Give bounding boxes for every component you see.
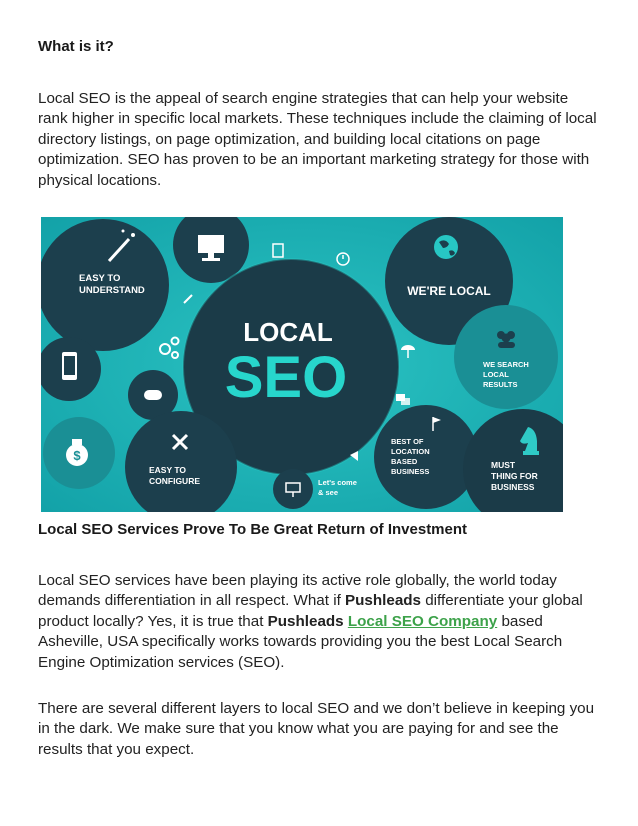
services-text-part1: Local SEO services have been playing its active role globally, the world today demands differentiation in all respect. What if: [38, 572, 557, 610]
globe-icon: [434, 235, 458, 259]
easy-understand-line2: UNDERSTAND: [79, 285, 145, 296]
must-thing-line2: THING FOR: [491, 471, 538, 481]
lets-come-line2: & see: [318, 488, 339, 497]
banner-title-seo: SEO: [224, 345, 348, 410]
best-location-line4: BUSINESS: [391, 467, 430, 476]
best-location-bubble: [374, 405, 478, 509]
easy-configure-line2: CONFIGURE: [149, 476, 200, 486]
pushleads-brand-2: Pushleads: [267, 612, 344, 630]
were-local-text: WE'RE LOCAL: [407, 284, 491, 298]
layers-paragraph: There are several different layers to local SEO and we don’t believe in keeping you in the dark. We make sure that you know what you are paying for and see the results that you expect.: [38, 700, 595, 758]
smartphone-icon: [62, 352, 77, 380]
services-paragraph: [38, 571, 598, 673]
services-text-part3: based Asheville, USA specifically works towards providing you the best Local Search Engine Optimization services (SEO).: [38, 612, 563, 671]
easy-understand-line1: EASY TO: [79, 273, 121, 284]
best-location-line2: LOCATION: [391, 447, 430, 456]
intro-paragraph: Local SEO is the appeal of search engine strategies that can help your website rank higher in specific local markets. These techniques include the claiming of local directory listings, on page optimization, and building local citations on page optimization. SEO has proven to be an important marketing strategy for those with physical locations.: [38, 90, 597, 189]
services-text-part2: differentiate your global product locally? Yes, it is true that: [38, 592, 583, 630]
section-heading-what-is-it: What is it?: [38, 38, 114, 55]
best-location-line3: BASED: [391, 457, 418, 466]
banner-title-local: LOCAL: [243, 317, 333, 347]
easy-configure-line1: EASY TO: [149, 465, 187, 475]
lets-come-line1: Let's come: [318, 478, 357, 487]
local-seo-company-link[interactable]: Local SEO Company: [347, 612, 498, 630]
we-search-line3: RESULTS: [483, 380, 518, 389]
presentation-bubble: [273, 469, 313, 509]
we-search-line1: WE SEARCH: [483, 360, 529, 369]
gamepad-icon: [144, 390, 162, 400]
must-thing-line3: BUSINESS: [491, 482, 535, 492]
we-search-bubble: [454, 305, 558, 409]
must-thing-line1: MUST: [491, 460, 516, 470]
local-seo-banner-image: [41, 217, 563, 512]
we-search-line2: LOCAL: [483, 370, 509, 379]
best-location-line1: BEST OF: [391, 437, 424, 446]
section-heading-roi: Local SEO Services Prove To Be Great Return of Investment: [38, 521, 468, 538]
pushleads-brand-1: Pushleads: [345, 592, 421, 610]
svg-text:$: $: [73, 448, 81, 463]
